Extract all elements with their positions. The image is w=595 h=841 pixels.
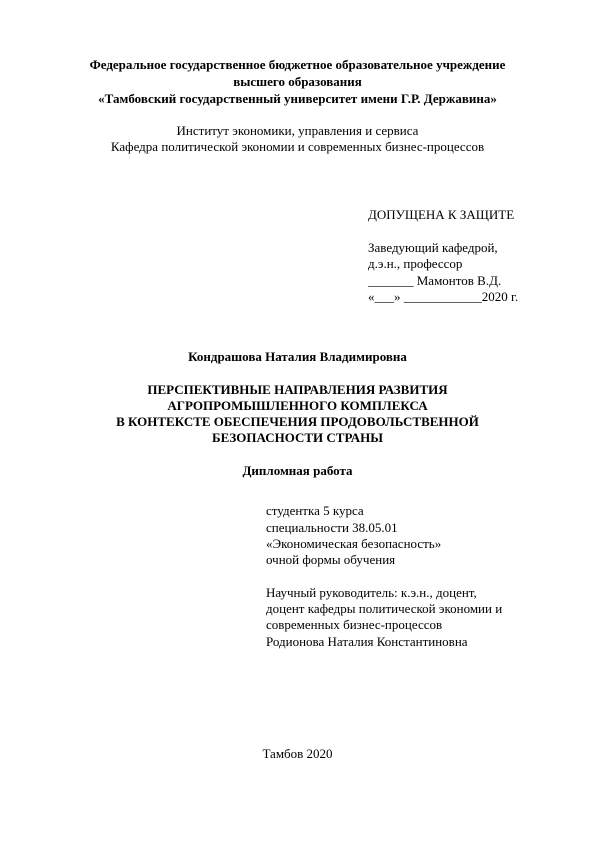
thesis-title-line: АГРОПРОМЫШЛЕННОГО КОМПЛЕКСА [167,398,428,413]
student-info-line: студентка 5 курса [266,503,364,518]
author-name: Кондрашова Наталия Владимировна [188,349,407,364]
city-year: Тамбов 2020 [262,746,333,761]
work-type: Дипломная работа [242,463,353,478]
institute-name: Институт экономики, управления и сервиса [176,123,419,138]
department-name: Кафедра политической экономии и современных бизнес-процессов [110,139,485,154]
organization-line-2: высшего образования [233,74,362,89]
student-info-line: специальности 38.05.01 [266,520,398,535]
approval-status: ДОПУЩЕНА К ЗАЩИТЕ [368,207,515,222]
supervisor-line: доцент кафедры политической экономии и [266,601,503,616]
student-info-line: «Экономическая безопасность» [266,536,442,551]
supervisor-name: Родионова Наталия Константиновна [266,634,468,649]
thesis-title-line: В КОНТЕКСТЕ ОБЕСПЕЧЕНИЯ ПРОДОВОЛЬСТВЕННОЙ [116,414,479,429]
approval-signature: _______ Мамонтов В.Д. [368,273,502,288]
approval-position: Заведующий кафедрой, [368,240,498,255]
approval-degree: д.э.н., профессор [368,256,463,271]
organization-line-1: Федеральное государственное бюджетное образовательное учреждение [89,57,506,72]
supervisor-line: современных бизнес-процессов [266,617,443,632]
approval-date: «___» ____________2020 г. [368,289,519,304]
supervisor-line: Научный руководитель: к.э.н., доцент, [266,585,477,600]
thesis-title-line: БЕЗОПАСНОСТИ СТРАНЫ [211,430,384,445]
student-info-line: очной формы обучения [266,552,396,567]
university-name: «Тамбовский государственный университет имени Г.Р. Державина» [98,91,497,106]
thesis-title-line: ПЕРСПЕКТИВНЫЕ НАПРАВЛЕНИЯ РАЗВИТИЯ [147,382,448,397]
